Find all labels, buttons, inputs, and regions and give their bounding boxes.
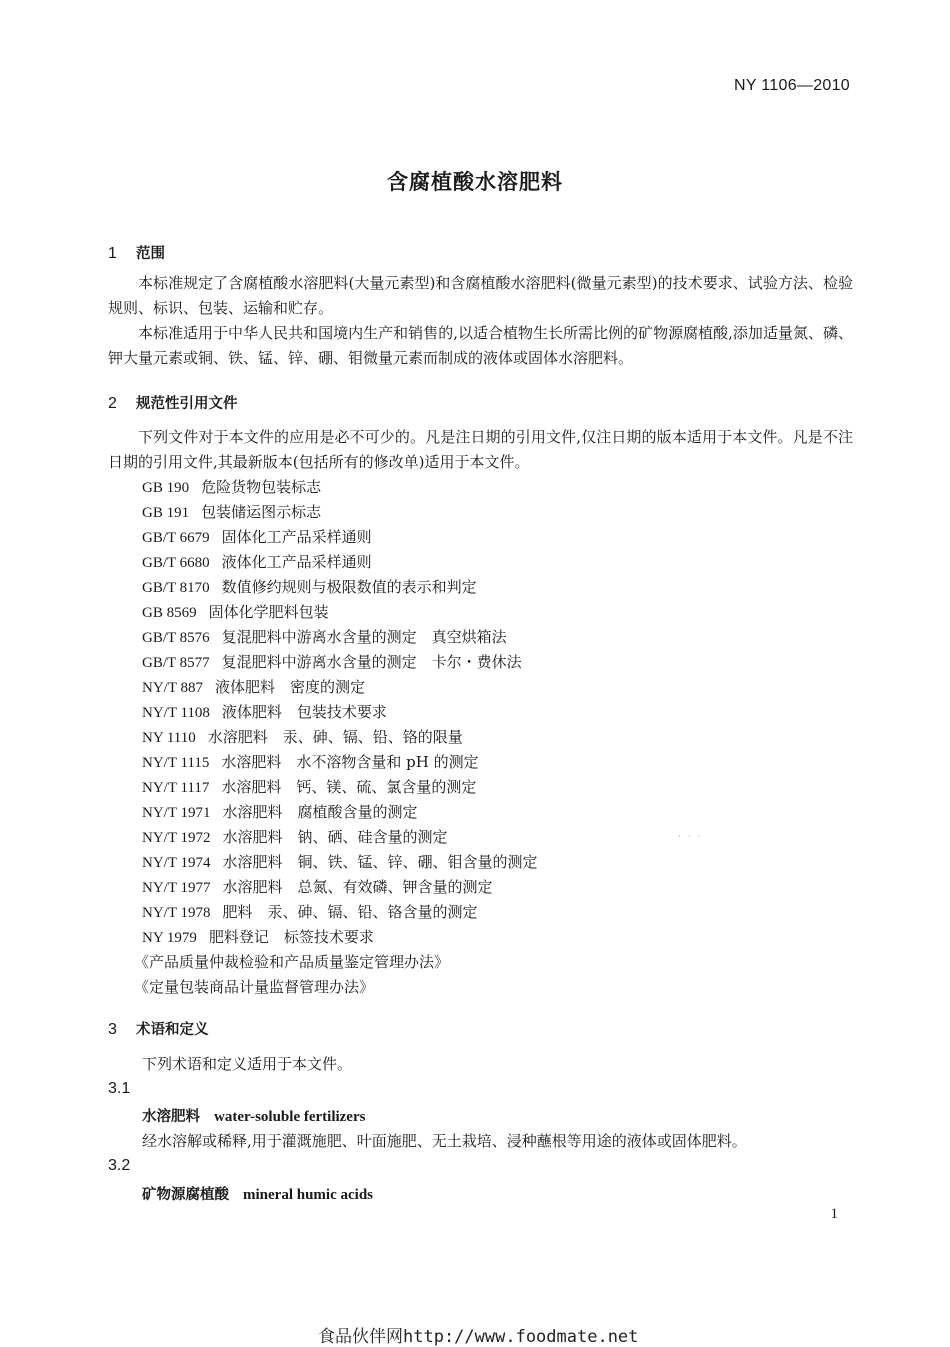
reference-title: 固体化学肥料包装	[208, 603, 329, 621]
reference-item	[142, 850, 538, 875]
reference-code: NY/T 1115	[142, 755, 210, 771]
term-english: water-soluble fertilizers	[214, 1109, 366, 1125]
reference-title: 复混肥料中游离水含量的测定 真空烘箱法	[221, 628, 507, 646]
term-definition: 经水溶解或稀释,用于灌溉施肥、叶面施肥、无土栽培、浸种蘸根等用途的液体或固体肥料。	[142, 1132, 747, 1150]
reference-title: 危险货物包装标志	[201, 478, 322, 496]
reference-code: GB 191	[142, 505, 190, 521]
reference-title: 水溶肥料 钠、硒、硅含量的测定	[222, 828, 448, 846]
reference-code: GB/T 8170	[142, 580, 210, 596]
reference-code: NY 1110	[142, 730, 196, 746]
reference-item	[142, 575, 538, 600]
term-heading	[142, 1183, 373, 1204]
paragraph: 本标准规定了含腐植酸水溶肥料(大量元素型)和含腐植酸水溶肥料(微量元素型)的技术要求、试验方法、检验规则、标识、包装、运输和贮存。	[108, 274, 853, 317]
paragraph: 本标准适用于中华人民共和国境内生产和销售的,以适合植物生长所需比例的矿物源腐植酸,添加适量氮、磷、钾大量元素或铜、铁、锰、锌、硼、钼微量元素而制成的液体或固体水溶肥料。	[108, 324, 853, 367]
reference-code: GB 190	[142, 480, 190, 496]
term-english: mineral humic acids	[243, 1187, 373, 1203]
section-1-body	[108, 271, 853, 371]
reference-item	[142, 900, 538, 925]
reference-item	[142, 550, 538, 575]
page-title: 含腐植酸水溶肥料	[387, 170, 563, 194]
reference-item	[142, 675, 538, 700]
reference-title: 包装储运图示标志	[201, 503, 322, 521]
reference-title: 数值修约规则与极限数值的表示和判定	[221, 578, 477, 596]
section-number: 1	[108, 245, 117, 262]
reference-item	[142, 700, 538, 725]
reference-code: NY/T 1117	[142, 780, 210, 796]
reference-title: 水溶肥料 水不溶物含量和 pH 的测定	[221, 753, 479, 771]
regulation-item: 《产品质量仲裁检验和产品质量鉴定管理办法》	[134, 953, 450, 971]
reference-code: NY/T 1971	[142, 805, 211, 821]
reference-title: 水溶肥料 铜、铁、锰、锌、硼、钼含量的测定	[222, 853, 538, 871]
clause-number: 3.2	[108, 1157, 131, 1174]
scan-speck: · · ·	[678, 832, 703, 842]
reference-code: NY/T 1972	[142, 830, 211, 846]
reference-title: 液体化工产品采样通则	[221, 553, 372, 571]
reference-item	[142, 625, 538, 650]
reference-item	[142, 925, 538, 950]
reference-code: NY/T 1974	[142, 855, 211, 871]
reference-title: 复混肥料中游离水含量的测定 卡尔・费休法	[221, 653, 522, 671]
reference-code: GB/T 6679	[142, 530, 210, 546]
term-chinese: 矿物源腐植酸	[142, 1187, 229, 1203]
reference-item	[142, 725, 538, 750]
reference-title: 肥料 汞、砷、镉、铅、铬含量的测定	[222, 903, 478, 921]
reference-item	[142, 600, 538, 625]
standard-code: NY 1106—2010	[734, 77, 850, 94]
section-title: 术语和定义	[136, 1022, 209, 1038]
reference-code: GB/T 8576	[142, 630, 210, 646]
reference-title: 水溶肥料 钙、镁、硫、氯含量的测定	[221, 778, 477, 796]
paragraph: 下列文件对于本文件的应用是必不可少的。凡是注日期的引用文件,仅注日期的版本适用于本文件。凡是不注日期的引用文件,其最新版本(包括所有的修改单)适用于本文件。	[108, 428, 853, 471]
reference-code: GB/T 6680	[142, 555, 210, 571]
reference-item	[142, 525, 538, 550]
reference-title: 液体肥料 密度的测定	[214, 678, 365, 696]
reference-code: GB/T 8577	[142, 655, 210, 671]
reference-item	[142, 750, 538, 775]
reference-code: NY/T 887	[142, 680, 203, 696]
reference-code: NY 1979	[142, 930, 197, 946]
reference-title: 水溶肥料 总氮、有效磷、钾含量的测定	[222, 878, 493, 896]
reference-item	[142, 775, 538, 800]
section-2-intro	[108, 425, 853, 475]
reference-code: NY/T 1978	[142, 905, 211, 921]
term-chinese: 水溶肥料	[142, 1109, 200, 1125]
reference-list	[134, 475, 538, 1000]
watermark: 食品伙伴网http://www.foodmate.net	[318, 1327, 639, 1347]
section-number: 2	[108, 395, 117, 412]
reference-item	[142, 650, 538, 675]
reference-item	[142, 825, 538, 850]
regulation-item: 《定量包装商品计量监督管理办法》	[134, 978, 375, 996]
clause-number: 3.1	[108, 1080, 131, 1097]
section-1-heading	[108, 242, 165, 263]
reference-title: 水溶肥料 汞、砷、镉、铅、铬的限量	[207, 728, 463, 746]
section-number: 3	[108, 1021, 117, 1038]
section-3-intro: 下列术语和定义适用于本文件。	[142, 1055, 353, 1073]
section-3-heading	[108, 1018, 209, 1039]
reference-code: GB 8569	[142, 605, 197, 621]
page-number: 1	[830, 1206, 838, 1222]
section-title: 范围	[136, 246, 165, 262]
term-heading	[142, 1105, 365, 1126]
reference-item	[142, 500, 538, 525]
reference-item	[142, 875, 538, 900]
reference-title: 水溶肥料 腐植酸含量的测定	[222, 803, 418, 821]
section-2-heading	[108, 392, 238, 413]
reference-title: 液体肥料 包装技术要求	[221, 703, 387, 721]
reference-item	[142, 800, 538, 825]
reference-code: NY/T 1977	[142, 880, 211, 896]
reference-title: 固体化工产品采样通则	[221, 528, 372, 546]
section-title: 规范性引用文件	[136, 396, 238, 412]
reference-code: NY/T 1108	[142, 705, 210, 721]
reference-item	[142, 475, 538, 500]
reference-title: 肥料登记 标签技术要求	[208, 928, 374, 946]
